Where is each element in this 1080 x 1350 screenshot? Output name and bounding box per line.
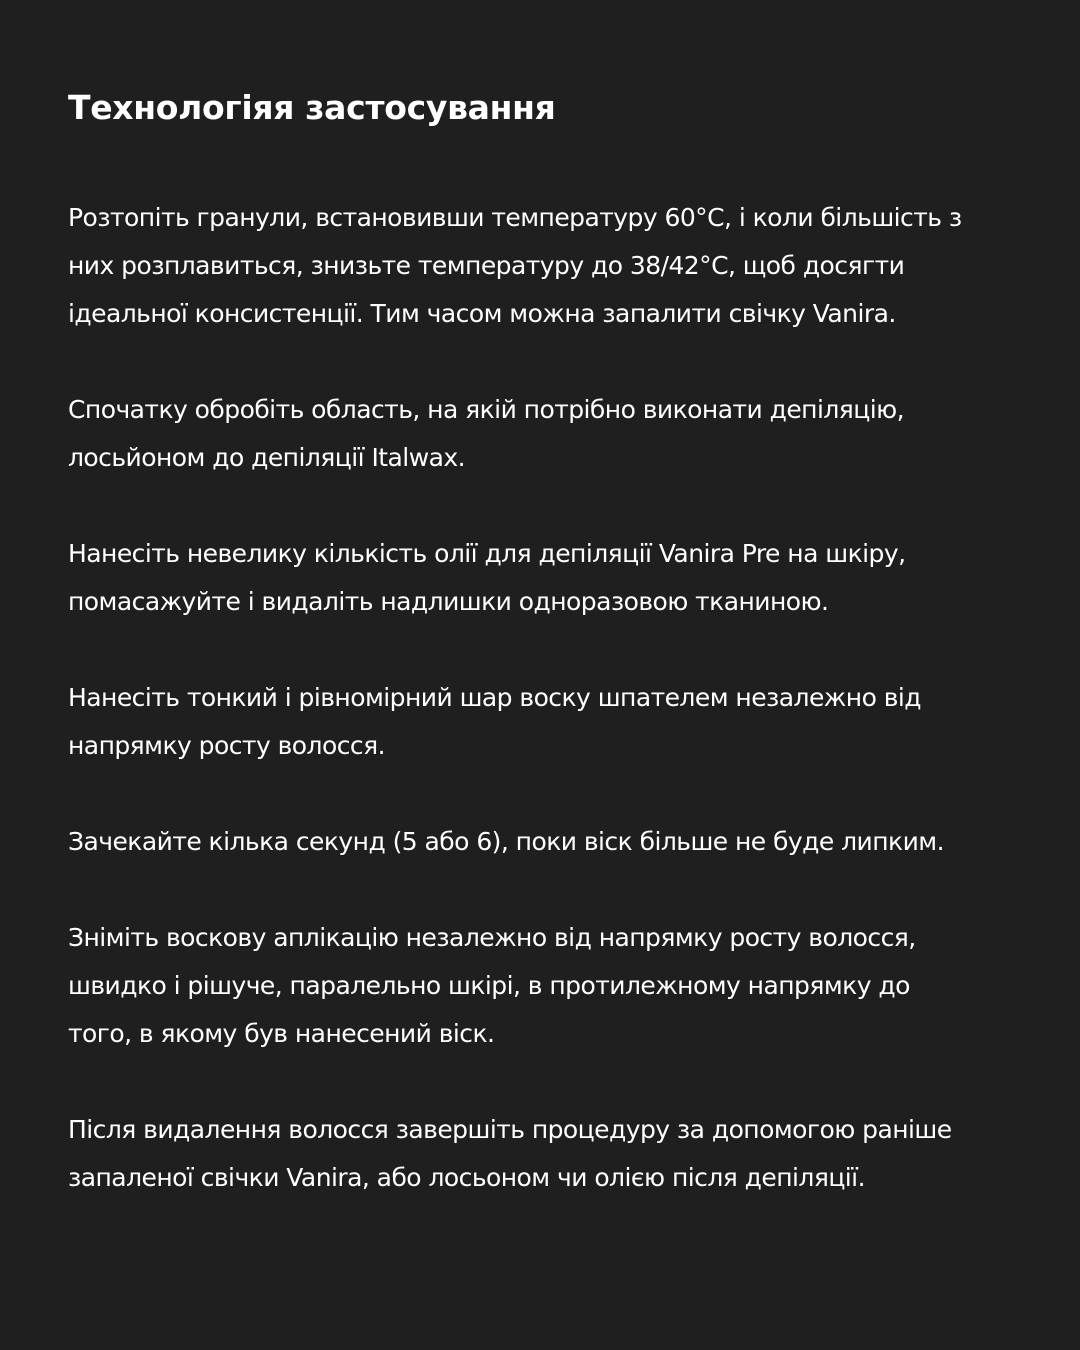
steps-list xyxy=(68,194,1018,1250)
step-line: Спочатку обробіть область, на якій потрібно виконати депіляцію, xyxy=(68,395,905,424)
step-line: того, в якому був нанесений віск. xyxy=(68,1019,495,1048)
step-paragraph-4 xyxy=(68,674,1018,770)
page-title: Технологіяя застосування xyxy=(68,88,556,127)
step-line: запаленої свічки Vanira, або лосьоном чи олією після депіляції. xyxy=(68,1163,865,1192)
step-line: Після видалення волосся завершіть процедуру за допомогою раніше xyxy=(68,1115,952,1144)
step-paragraph-1 xyxy=(68,194,1018,338)
step-line: них розплавиться, знизьте температуру до 38/42°С, щоб досягти xyxy=(68,251,905,280)
step-line: напрямку росту волосся. xyxy=(68,731,385,760)
step-line: лосьйоном до депіляції Italwax. xyxy=(68,443,466,472)
step-line: ідеальної консистенції. Тим часом можна запалити свічку Vanira. xyxy=(68,299,896,328)
step-line: Зачекайте кілька секунд (5 або 6), поки віск більше не буде липким. xyxy=(68,827,944,856)
step-paragraph-3 xyxy=(68,530,1018,626)
step-paragraph-5 xyxy=(68,818,1018,866)
step-paragraph-2 xyxy=(68,386,1018,482)
step-line: Розтопіть гранули, встановивши температуру 60°С, і коли більшість з xyxy=(68,203,962,232)
step-line: швидко і рішуче, паралельно шкірі, в протилежному напрямку до xyxy=(68,971,910,1000)
step-paragraph-7 xyxy=(68,1106,1018,1202)
step-line: Нанесіть невелику кількість олії для депіляції Vanira Pre на шкіру, xyxy=(68,539,906,568)
step-line: Нанесіть тонкий і рівномірний шар воску шпателем незалежно від xyxy=(68,683,922,712)
step-paragraph-6 xyxy=(68,914,1018,1058)
step-line: помасажуйте і видаліть надлишки одноразовою тканиною. xyxy=(68,587,829,616)
step-line: Зніміть воскову аплікацію незалежно від напрямку росту волосся, xyxy=(68,923,916,952)
